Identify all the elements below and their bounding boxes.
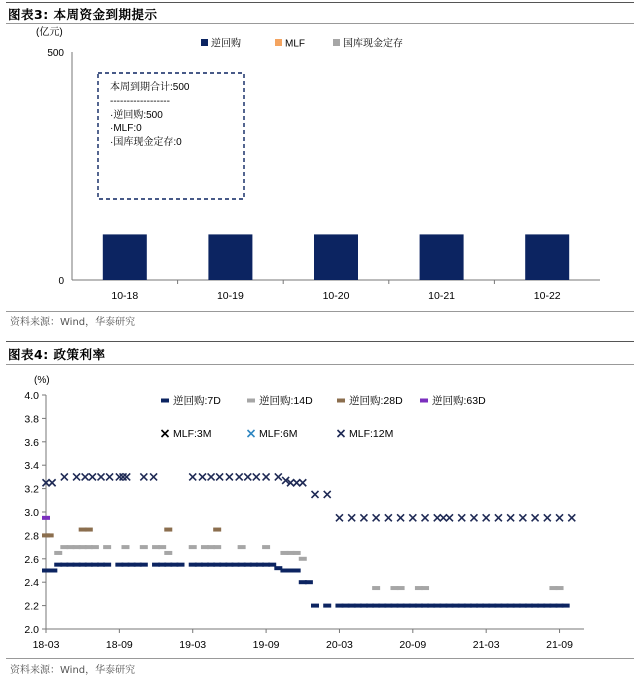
bar-10-22 — [525, 234, 569, 280]
x-tick-label: 18-03 — [32, 639, 60, 651]
summary-line: ------------------ — [110, 96, 170, 107]
y-tick-label: 3.8 — [24, 413, 39, 426]
point-逆回购:7D — [42, 569, 50, 573]
point-逆回购:28D — [46, 533, 54, 537]
y-tick-label: 3.2 — [24, 483, 39, 496]
point-逆回购:63D — [42, 516, 50, 520]
y-tick-label: 3.6 — [24, 436, 39, 449]
point-MLF:12M — [120, 473, 127, 480]
figure4-title: 图表4: 政策利率 — [8, 347, 106, 362]
x-tick-label: 10-19 — [216, 290, 244, 302]
point-逆回购:14D — [121, 545, 129, 549]
point-MLF:12M — [244, 473, 251, 480]
summary-line: ·MLF:0 — [110, 123, 142, 134]
point-逆回购:14D — [103, 545, 111, 549]
point-MLF:12M — [275, 473, 282, 480]
legend-label: 逆回购:14D — [259, 395, 313, 407]
point-逆回购:14D — [189, 545, 197, 549]
point-逆回购:7D — [268, 563, 276, 567]
figure3-source: 资料来源：Wind，华泰研究 — [10, 317, 136, 328]
point-逆回购:14D — [164, 551, 172, 555]
point-MLF:12M — [150, 473, 157, 480]
point-逆回购:14D — [421, 586, 429, 590]
x-tick-label: 20-03 — [326, 639, 353, 651]
y-tick-label: 2.2 — [24, 600, 39, 613]
y-tick-label: 2.6 — [24, 553, 39, 566]
legend-swatch — [275, 39, 282, 46]
x-tick-label: 21-09 — [546, 639, 573, 651]
point-MLF:12M — [495, 514, 502, 521]
point-MLF:12M — [373, 514, 380, 521]
y-tick-label: 3.4 — [24, 460, 39, 473]
legend-label: 逆回购:7D — [173, 395, 221, 407]
point-逆回购:14D — [54, 551, 62, 555]
point-MLF:12M — [409, 514, 416, 521]
legend-swatch — [248, 430, 255, 437]
point-MLF:12M — [360, 514, 367, 521]
y-tick-label: 2.4 — [24, 577, 39, 590]
point-逆回购:14D — [299, 557, 307, 561]
bar-10-18 — [103, 234, 147, 280]
figure3-title: 图表3: 本周资金到期提示 — [8, 7, 158, 22]
legend-label: MLF — [285, 38, 305, 50]
point-逆回购:14D — [397, 586, 405, 590]
x-tick-label: 10-20 — [322, 290, 350, 302]
point-MLF:12M — [544, 514, 551, 521]
legend-label: 逆回购:28D — [349, 395, 403, 407]
point-MLF:12M — [263, 473, 270, 480]
summary-line: 本周到期合计:500 — [110, 82, 190, 93]
point-MLF:12M — [89, 473, 96, 480]
y-tick-label: 2.0 — [24, 624, 39, 636]
figure3-bottom-rule — [6, 311, 634, 312]
point-MLF:12M — [397, 514, 404, 521]
y-tick-label: 0 — [58, 276, 64, 287]
point-MLF:12M — [98, 473, 105, 480]
point-MLF:12M — [470, 514, 477, 521]
y-unit-label: (%) — [34, 375, 50, 386]
point-MLF:12M — [208, 473, 215, 480]
point-逆回购:14D — [372, 586, 380, 590]
point-逆回购:7D — [140, 563, 148, 567]
point-MLF:12M — [312, 491, 319, 498]
legend-swatch — [162, 430, 169, 437]
point-MLF:12M — [385, 514, 392, 521]
legend-swatch — [247, 399, 255, 403]
point-MLF:12M — [483, 514, 490, 521]
point-MLF:12M — [123, 473, 130, 480]
bar-10-19 — [208, 234, 252, 280]
y-unit-label: (亿元) — [36, 27, 63, 38]
point-逆回购:28D — [85, 528, 93, 532]
point-MLF:12M — [293, 479, 300, 486]
bar-10-21 — [420, 234, 464, 280]
point-MLF:12M — [556, 514, 563, 521]
point-逆回购:14D — [293, 551, 301, 555]
legend-label: MLF:12M — [349, 428, 394, 440]
point-逆回购:14D — [140, 545, 148, 549]
point-逆回购:7D — [293, 569, 301, 573]
point-MLF:12M — [216, 473, 223, 480]
legend-label: 国库现金定存 — [343, 38, 403, 50]
bar-10-20 — [314, 234, 358, 280]
y-tick-label: 500 — [47, 48, 64, 59]
point-逆回购:7D — [311, 604, 319, 608]
legend-swatch — [337, 399, 345, 403]
legend-label: 逆回购 — [211, 38, 241, 50]
legend-swatch — [201, 39, 208, 46]
point-MLF:12M — [116, 473, 123, 480]
funds-maturity-chart — [0, 23, 640, 313]
point-逆回购:7D — [323, 604, 331, 608]
legend-label: 逆回购:63D — [432, 395, 486, 407]
point-逆回购:28D — [164, 528, 172, 532]
point-MLF:12M — [422, 514, 429, 521]
point-逆回购:7D — [49, 569, 57, 573]
point-MLF:12M — [236, 473, 243, 480]
point-逆回购:14D — [213, 545, 221, 549]
point-逆回购:7D — [177, 563, 185, 567]
figure4-source: 资料来源：Wind，华泰研究 — [10, 665, 136, 676]
summary-line: ·逆回购:500 — [110, 110, 163, 121]
point-MLF:12M — [106, 473, 113, 480]
figure4-top-rule — [6, 341, 634, 342]
legend-swatch — [338, 430, 345, 437]
point-MLF:12M — [49, 479, 56, 486]
point-MLF:12M — [299, 479, 306, 486]
policy-rate-chart — [0, 364, 640, 659]
point-MLF:12M — [532, 514, 539, 521]
point-MLF:12M — [226, 473, 233, 480]
y-tick-label: 2.8 — [24, 530, 39, 543]
legend-label: MLF:6M — [259, 428, 298, 440]
x-tick-label: 10-21 — [428, 290, 456, 302]
y-tick-label: 3.0 — [24, 507, 39, 519]
x-tick-label: 10-18 — [111, 290, 139, 302]
top-rule — [6, 2, 634, 3]
point-逆回购:28D — [213, 528, 221, 532]
point-MLF:12M — [189, 473, 196, 480]
point-MLF:12M — [61, 473, 68, 480]
point-MLF:12M — [199, 473, 206, 480]
point-MLF:12M — [336, 514, 343, 521]
point-MLF:12M — [519, 514, 526, 521]
point-逆回购:7D — [305, 580, 313, 584]
point-MLF:12M — [568, 514, 575, 521]
x-tick-label: 19-03 — [179, 639, 207, 651]
point-MLF:12M — [434, 514, 441, 521]
point-逆回购:14D — [556, 586, 564, 590]
point-逆回购:14D — [91, 545, 99, 549]
figure4-bottom-rule — [6, 658, 634, 659]
point-MLF:12M — [140, 473, 147, 480]
point-MLF:12M — [458, 514, 465, 521]
point-MLF:12M — [446, 514, 453, 521]
y-tick-label: 4.0 — [24, 390, 39, 402]
point-MLF:12M — [440, 514, 447, 521]
x-tick-label: 18-09 — [105, 639, 133, 651]
point-逆回购:7D — [103, 563, 111, 567]
point-MLF:12M — [73, 473, 80, 480]
x-tick-label: 20-09 — [399, 639, 427, 651]
point-逆回购:14D — [238, 545, 246, 549]
point-逆回购:14D — [158, 545, 166, 549]
legend-swatch — [333, 39, 340, 46]
point-逆回购:14D — [262, 545, 270, 549]
point-MLF:12M — [324, 491, 331, 498]
x-tick-label: 21-03 — [472, 639, 500, 651]
x-tick-label: 19-09 — [252, 639, 280, 651]
point-逆回购:7D — [562, 604, 570, 608]
legend-swatch — [161, 399, 169, 403]
point-MLF:12M — [507, 514, 514, 521]
legend-label: MLF:3M — [173, 428, 212, 440]
point-MLF:12M — [348, 514, 355, 521]
x-tick-label: 10-22 — [533, 290, 561, 302]
point-MLF:12M — [253, 473, 260, 480]
point-MLF:12M — [82, 473, 89, 480]
legend-swatch — [420, 399, 428, 403]
summary-line: ·国库现金定存:0 — [110, 137, 182, 148]
